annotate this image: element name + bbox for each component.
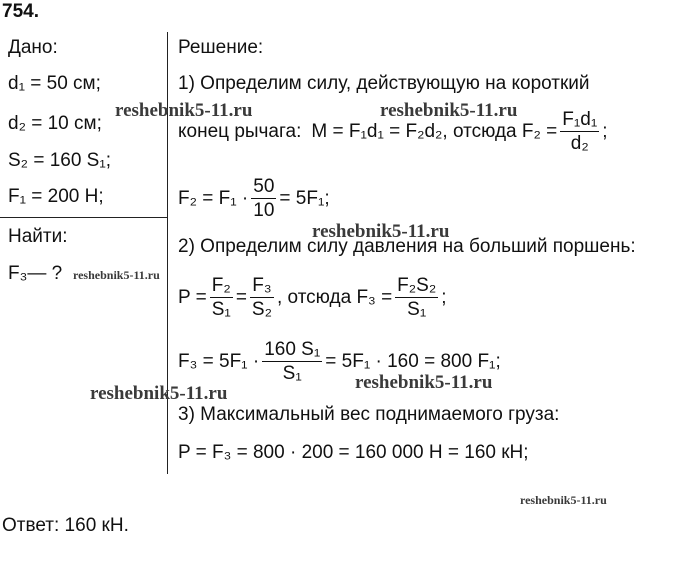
fraction-numerator: F₃	[252, 275, 272, 296]
watermark: reshebnik5-11.ru	[355, 372, 493, 393]
equation-f2-left: F₂ = F₁ ·	[178, 188, 249, 209]
equation-pressure-left: P =	[178, 287, 207, 308]
fraction-f2-over-s1	[210, 276, 233, 319]
fraction-denominator: 10	[253, 200, 275, 221]
solution-step-2: 2) Определим силу давления на больший поршень:	[178, 236, 636, 257]
given-row-s2: S₂ = 160 S₁;	[8, 150, 112, 171]
solution-step-1: 1) Определим силу, действующую на короткий	[178, 73, 590, 94]
equation-f3-left: F₃ = 5F₁ ·	[178, 351, 260, 372]
watermark: reshebnik5-11.ru	[312, 221, 450, 242]
column-divider	[167, 32, 168, 474]
watermark: reshebnik5-11.ru	[115, 100, 253, 121]
equation-pressure-middle: , отсюда F₃ =	[276, 287, 393, 308]
equation-f3-right: = 5F₁ · 160 = 800 F₁;	[325, 351, 501, 372]
fraction-denominator: S₂	[251, 299, 272, 320]
fraction-f2s2-over-s1	[395, 276, 438, 319]
fraction-numerator: 50	[253, 176, 275, 197]
fraction-numerator: F₂	[211, 275, 231, 296]
fraction-numerator: 160 S₁	[264, 339, 321, 360]
fraction-numerator: F₂S₂	[397, 275, 437, 296]
fraction-50-over-10	[251, 177, 276, 220]
semicolon: ;	[441, 287, 447, 308]
fraction-numerator: F₁d₁	[562, 109, 598, 130]
given-divider	[0, 217, 167, 218]
step-1-continuation: конец рычага:	[178, 121, 302, 142]
equation-f2	[178, 177, 330, 220]
semicolon: ;	[602, 121, 608, 142]
fraction-denominator: S₁	[211, 299, 231, 320]
given-row-d2: d₂ = 10 см;	[8, 113, 102, 134]
watermark: reshebnik5-11.ru	[520, 493, 607, 507]
fraction-denominator: S₁	[395, 297, 438, 319]
fraction-160s1-over-s1	[262, 340, 322, 383]
problem-number: 754.	[2, 1, 39, 22]
watermark: reshebnik5-11.ru	[73, 268, 160, 282]
equation-f2-right: = 5F₁;	[279, 188, 330, 209]
answer: Ответ: 160 кН.	[2, 515, 129, 536]
watermark: reshebnik5-11.ru	[90, 383, 228, 404]
solution-header: Решение:	[178, 37, 264, 58]
watermark: reshebnik5-11.ru	[380, 100, 518, 121]
given-row-d1: d₁ = 50 см;	[8, 73, 101, 94]
given-header: Дано:	[8, 37, 58, 58]
fraction-denominator: S₁	[262, 361, 322, 383]
equation-weight: P = F₃ = 800 · 200 = 160 000 Н = 160 кН;	[178, 442, 529, 463]
fraction-denominator: d₂	[560, 131, 599, 153]
find-header: Найти:	[8, 226, 68, 247]
fraction-f1d1-over-d2	[560, 110, 599, 153]
find-target: F₃— ?	[8, 263, 63, 284]
fraction-f3-over-s2	[250, 276, 274, 319]
solution-step-3: 3) Максимальный вес поднимаемого груза:	[178, 404, 560, 425]
lever-equation: M = F₁d₁ = F₂d₂, отсюда F₂ =	[311, 121, 558, 142]
given-row-f1: F₁ = 200 Н;	[8, 186, 104, 207]
equation-pressure: P = $\frac{\text{F₂}}{\text{S₁}}$ = $\frac{\text{F₃}}{\text{S₂}}$ , отсюда F₃ = $\frac{\text{F₂S₂}}{\text{S₁}}$ ;	[178, 275, 447, 320]
